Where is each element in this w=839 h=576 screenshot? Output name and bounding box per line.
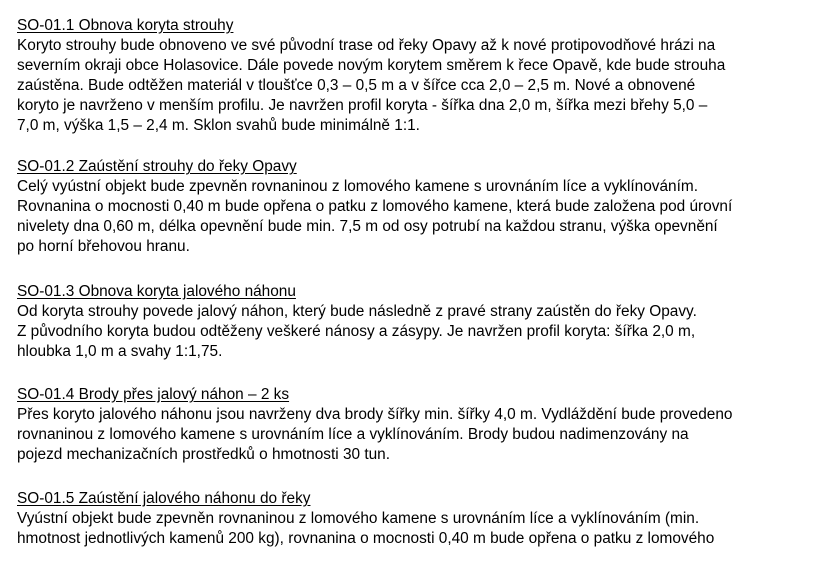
paragraph-line: Rovnanina o mocnosti 0,40 m bude opřena o patku z lomového kamene, která bude založena pod úrovní [17,198,733,215]
paragraph-line: pojezd mechanizačních prostředků o hmotnosti 30 tun. [17,446,391,463]
section-heading: SO-01.4 Brody přes jalový náhon – 2 ks [17,386,290,403]
paragraph-line: zaústěna. Bude odtěžen materiál v tloušťce 0,3 – 0,5 m a v šířce cca 2,0 – 2,5 m. Nové a obnovené [17,77,696,94]
paragraph-line: po horní břehovou hranu. [17,238,190,255]
section-so-01-5 [17,489,714,549]
paragraph-line: Koryto strouhy bude obnoveno ve své původní trase od řeky Opavy až k nové protipovodňové hrázi na [17,37,716,54]
paragraph-line: Z původního koryta budou odtěženy veškeré nánosy a zásypy. Je navržen profil koryta: šířka 2,0 m, [17,323,696,340]
section-heading: SO-01.5 Zaústění jalového náhonu do řeky [17,490,311,507]
paragraph-line: Od koryta strouhy povede jalový náhon, který bude následně z pravé strany zaústěn do řeky Opavy. [17,303,697,320]
paragraph-line: koryto je navrženo v menším profilu. Je navržen profil koryta - šířka dna 2,0 m, šířka mezi břehy 5,0 – [17,97,708,114]
section-heading: SO-01.2 Zaústění strouhy do řeky Opavy [17,158,297,175]
paragraph-line: hmotnost jednotlivých kamenů 200 kg), rovnanina o mocnosti 0,40 m bude opřena o patku z lomového [17,530,715,547]
paragraph-line: Vyústní objekt bude zpevněn rovnaninou z lomového kamene s urovnáním líce a vyklínováním (min. [17,510,700,527]
paragraph-line: Celý vyústní objekt bude zpevněn rovnaninou z lomového kamene s urovnáním líce a vyklínováním. [17,178,698,195]
section-heading: SO-01.3 Obnova koryta jalového náhonu [17,283,296,300]
section-so-01-4 [17,385,732,465]
paragraph-line: hloubka 1,0 m a svahy 1:1,75. [17,343,223,360]
paragraph-line: rovnaninou z lomového kamene s urovnáním líce a vyklínováním. Brody budou nadimenzovány na [17,426,689,443]
section-so-01-2 [17,157,732,257]
section-heading: SO-01.1 Obnova koryta strouhy [17,17,234,34]
paragraph-line: Přes koryto jalového náhonu jsou navrženy dva brody šířky min. šířky 4,0 m. Vydláždění bude provedeno [17,406,733,423]
section-so-01-3 [17,282,697,362]
section-so-01-1 [17,16,725,136]
paragraph-line: severním okraji obce Holasovice. Dále povede novým korytem směrem k řece Opavě, kde bude strouha [17,57,726,74]
paragraph-line: nivelety dna 0,60 m, délka opevnění bude min. 7,5 m od osy potrubí na každou stranu, výška opevnění [17,218,718,235]
paragraph-line: 7,0 m, výška 1,5 – 2,4 m. Sklon svahů bude minimálně 1:1. [17,117,420,134]
